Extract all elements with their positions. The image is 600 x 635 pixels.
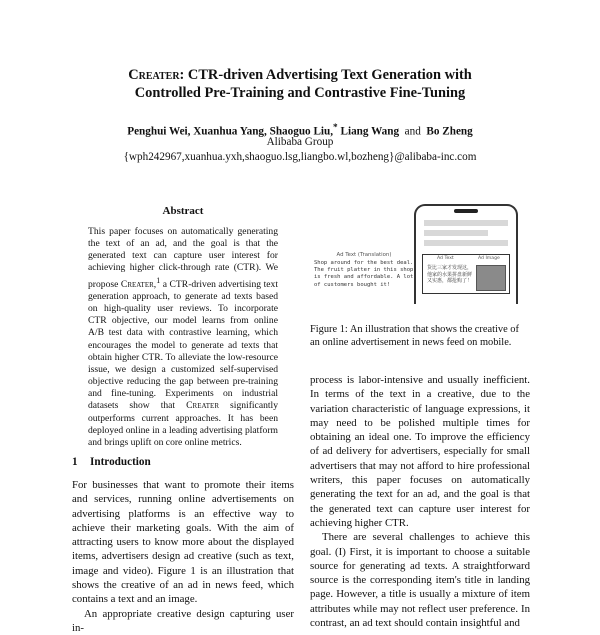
figure-caption: Figure 1: An illustration that shows the creative of an online advertisement in news feed on mobile. xyxy=(310,324,519,349)
phone-notch xyxy=(454,209,478,213)
ad-creative xyxy=(422,254,510,294)
ad-image-tag: Ad Image xyxy=(478,256,500,261)
phone-mockup xyxy=(414,204,518,304)
feed-placeholder-bar xyxy=(424,220,508,226)
right-paragraph-1: process is labor-intensive and usually inefficient. In terms of the text in a creative, due to the variation characteristic of language expressions, it may need to be polished multiple times for obtaining an ideal one. To improve the efficiency of ad delivery for advertisers, especially for small advertisers that may not afford to hire professional writers, this paper focuses on automatically generating the text for an ad, and the goal is that the generated text can capture user interest for achieving higher CTR. xyxy=(310,374,530,529)
abstract-heading: Abstract xyxy=(162,205,204,217)
abstract-text-1: This paper focuses on automatically generating the text of an ad, and the goal is that the generated text can capture user interest for achieving higher click-through rate (CTR). We propose xyxy=(88,226,278,290)
translation-text: Shop around for the best deal. The fruit platter in this shop is fresh and affordable. A lot of customers bought it! xyxy=(314,260,414,288)
translation-label: Ad Text (Translation) xyxy=(336,252,392,258)
author-names-2: Liang Wang xyxy=(337,125,400,138)
author-star: * xyxy=(333,123,338,133)
title-creater: Creater xyxy=(128,67,180,83)
intro-paragraph-2: An appropriate creative design capturing user in- xyxy=(72,607,294,634)
abstract-creater-1: Creater xyxy=(120,278,154,290)
right-column-body xyxy=(310,373,530,630)
intro-paragraph-1: For businesses that want to promote their items and services, running online advertisements on advertising platforms is an effective way to achieve their marketing goals. With the aim of attracting users to know more about the displayed items, advertisers design ad creative (such as text, image and video). Figure 1 is an illustration that shows the creative of an ad in news feed, which contains a text and an image. xyxy=(72,479,294,606)
right-paragraph-2: There are several challenges to achieve this goal. (I) First, it is important to choose a suitable source for generating ad texts. A straightforward source is the corresponding item's title in landing page. However, a title is usually a mixture of item attributes while may not reflect user preference. In contrast, an ad text should contain insightful and xyxy=(310,531,530,630)
title-line1: : CTR-driven Advertising Text Generation with xyxy=(179,67,472,83)
affiliation: Alibaba Group xyxy=(266,136,334,148)
abstract-body: This paper focuses on automatically generating the text of an ad, and the goal is that the generated text can capture user interest for achieving higher click-through rate (CTR). We propose Creater,$^1$ a CTR-driven advertising text generation approach, to generate ad texts based on high-quality user reviews. To incorporate CTR objective, our model learns from online A/B test data with contrastive learning, which encourages the model to generate ad texts that obtain higher CTR. To alleviate the low-resource issue, we design a customized self-supervised objective reducing the gap between pre-training and fine-tuning. Experiments on industrial datasets show that Creater significantly outperforms current approaches. It has been deployed online in a leading advertising platform and brings uplift on core online metrics. xyxy=(88,226,278,448)
abstract-creater-2: Creater xyxy=(186,400,219,412)
footnote-mark: 1 xyxy=(156,275,161,285)
feed-placeholder-bar xyxy=(424,230,488,236)
abstract-text-2: a CTR-driven advertising text generation approach, to generate ad texts based on high-quality user reviews. To incorporate CTR objective, our model learns from online A/B test data with contrastive learning, which encourages the model to generate ad texts that obtain higher CTR. To alleviate the low-resource issue, we design a customized self-supervised objective reducing the gap between pre-training and fine-tuning. Experiments on industrial datasets show that xyxy=(88,278,278,412)
ad-text-tag: Ad Text xyxy=(437,256,454,261)
author-names-1: Penghui Wei, Xuanhua Yang, Shaoguo Liu, xyxy=(127,125,334,138)
author-and: and xyxy=(404,125,421,138)
section-number: 1 xyxy=(72,456,78,468)
title-line2: Controlled Pre-Training and Contrastive Fine-Tuning xyxy=(134,85,466,101)
ad-image xyxy=(476,265,506,291)
section-heading xyxy=(72,456,292,468)
feed-placeholder-bar xyxy=(424,240,508,246)
paper-title xyxy=(60,66,540,102)
email-list: {wph242967,xuanhua.yxh,shaoguo.lsg,liangbo.wl,bozheng}@alibaba-inc.com xyxy=(123,151,477,163)
abstract-text-3: significantly outperforms current approaches. It has been deployed online in a leading advertising platform and brings uplift on core online metrics. xyxy=(88,400,278,448)
ad-text-chinese: 货比三家才发现这，他家的水果拼盘新鲜又实惠，都抢购了！ xyxy=(427,265,473,284)
introduction-body xyxy=(72,478,294,635)
section-title: Introduction xyxy=(90,456,151,468)
author-names-3: Bo Zheng xyxy=(426,125,473,138)
